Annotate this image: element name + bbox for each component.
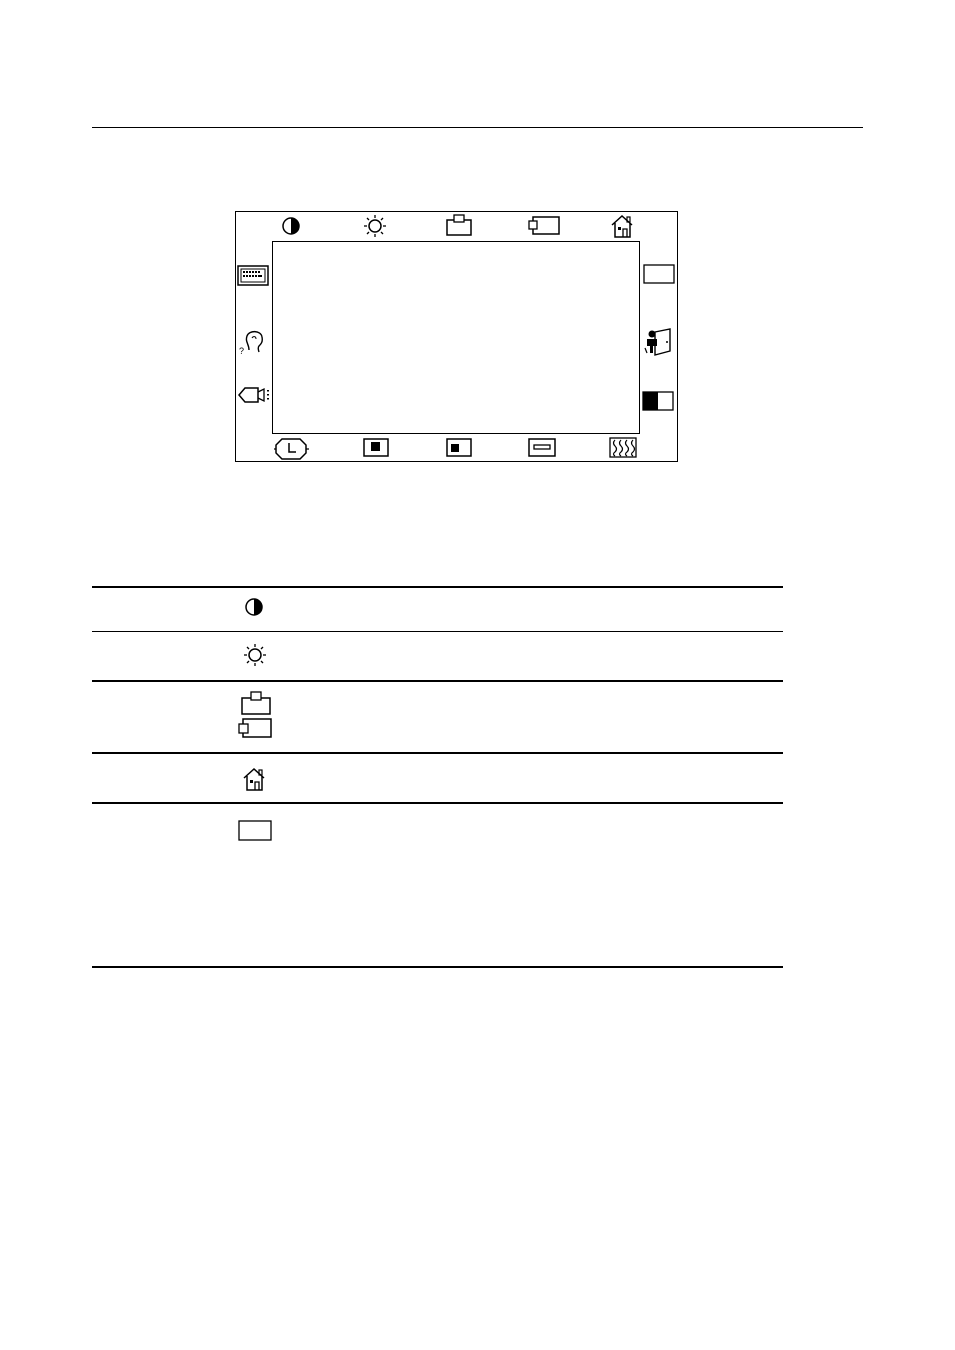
table-row-divider [92, 631, 783, 632]
contrast-icon [282, 217, 300, 235]
moire-icon [609, 437, 637, 459]
blank-box-icon [643, 264, 675, 284]
help-icon [239, 328, 267, 356]
center-square-icon [363, 438, 389, 458]
vertical-position-icon [241, 691, 271, 715]
home-icon [242, 767, 268, 791]
home-icon [610, 214, 636, 238]
table-bottom-rule [92, 966, 783, 968]
brightness-icon [244, 644, 266, 666]
half-filled-box-icon [642, 391, 674, 411]
horizontal-position-icon [238, 718, 272, 739]
blank-box-icon [238, 820, 272, 841]
table-row-divider [92, 752, 783, 754]
table-row-divider [92, 802, 783, 804]
table-row-divider [92, 680, 783, 682]
exit-door-icon [643, 328, 673, 356]
table-top-rule [92, 586, 783, 588]
horizontal-position-icon [528, 216, 560, 236]
contrast-icon [245, 598, 263, 616]
left-square-icon [446, 438, 472, 458]
vertical-position-icon [446, 214, 472, 236]
keyboard-icon [237, 265, 269, 286]
camera-icon [238, 386, 272, 404]
page-header-rule [92, 127, 863, 128]
bar-box-icon [528, 438, 556, 458]
brightness-icon [364, 215, 386, 237]
svg-text:?: ? [239, 346, 245, 356]
clock-icon [274, 437, 310, 461]
osd-display-area [272, 241, 640, 434]
